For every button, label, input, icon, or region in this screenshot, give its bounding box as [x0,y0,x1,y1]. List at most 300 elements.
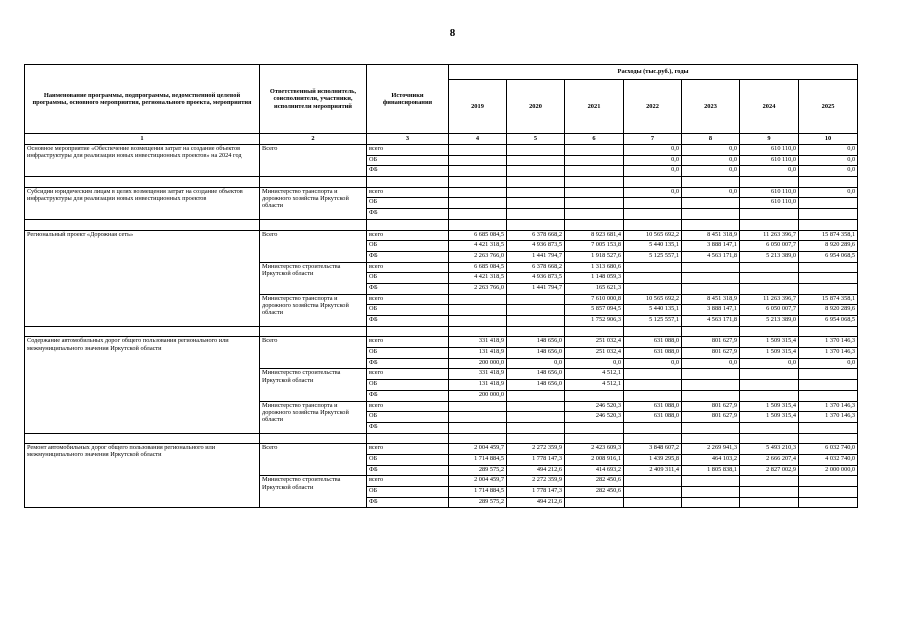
expense-value [507,401,565,412]
separator-cell [740,219,799,230]
separator-cell [799,326,858,337]
expense-value [682,487,740,498]
expense-value [799,497,858,508]
expense-value [682,262,740,273]
expense-value: 5 213 389,0 [740,251,799,262]
separator-cell [25,326,260,337]
expense-value: 4 512,1 [565,369,624,380]
expense-value: 200 000,0 [449,390,507,401]
expense-value: 1 370 146,3 [799,412,858,423]
expense-value: 6 050 007,7 [740,305,799,316]
expense-value [799,380,858,391]
expense-value: 4 936 873,5 [507,273,565,284]
header-year: 2022 [624,80,682,134]
expense-value: 3 888 147,1 [682,241,740,252]
responsible-executor: Всего [260,230,367,262]
expense-value: 1 509 315,4 [740,337,799,348]
expense-value [624,262,682,273]
expense-value [624,497,682,508]
expense-value [799,198,858,209]
funding-source: всего [367,262,449,273]
expense-value: 251 032,4 [565,337,624,348]
expense-value [799,283,858,294]
funding-source: ФБ [367,166,449,177]
header-col-number: 4 [449,134,507,145]
expense-value: 5 857 094,5 [565,305,624,316]
separator-cell [260,326,367,337]
expense-value: 131 418,9 [449,380,507,391]
expense-value: 7 610 000,8 [565,294,624,305]
header-col-number: 7 [624,134,682,145]
expense-value: 1 509 315,4 [740,348,799,359]
funding-source: всего [367,369,449,380]
expense-value: 0,0 [624,145,682,156]
expense-value: 4 563 171,8 [682,316,740,327]
expense-value [449,294,507,305]
expense-value: 4 421 318,5 [449,273,507,284]
expense-value: 1 441 794,7 [507,251,565,262]
table-row [25,187,858,198]
expense-value: 251 032,4 [565,348,624,359]
expense-value: 414 693,2 [565,465,624,476]
header-year: 2019 [449,80,507,134]
header-col-number: 9 [740,134,799,145]
measure-name: Основное мероприятие «Обеспечение возмещения затрат на создание объектов инфраструктуры для реализации новых инвестиционных проектов» на 2024 год [25,145,260,177]
funding-source: ФБ [367,283,449,294]
header-col-number: 1 [25,134,260,145]
responsible-executor: Министерство строительства Иркутской области [260,369,367,401]
expense-value: 0,0 [624,166,682,177]
expense-value [624,369,682,380]
expense-value: 148 656,0 [507,337,565,348]
expense-value: 2 263 766,0 [449,283,507,294]
expense-value: 0,0 [740,358,799,369]
expense-value: 2 409 311,4 [624,465,682,476]
expense-value: 2 423 609,3 [565,444,624,455]
expense-value [799,262,858,273]
expense-value: 2 000 000,0 [799,465,858,476]
separator-cell [624,326,682,337]
header-col-number: 8 [682,134,740,145]
expense-value: 4 563 171,8 [682,251,740,262]
funding-source: ОБ [367,198,449,209]
expense-value: 6 378 668,2 [507,230,565,241]
table-row [25,444,858,455]
expense-value [624,390,682,401]
header-col-number: 2 [260,134,367,145]
expense-value [507,422,565,433]
expense-value [565,497,624,508]
responsible-executor: Министерство строительства Иркутской области [260,476,367,508]
expense-value: 8 923 681,4 [565,230,624,241]
expense-value [507,305,565,316]
expense-value: 464 103,2 [682,454,740,465]
funding-source: ФБ [367,251,449,262]
header-year: 2025 [799,80,858,134]
expense-value [682,273,740,284]
expense-value [799,209,858,220]
expense-value: 2 272 359,9 [507,476,565,487]
expense-value: 2 004 459,7 [449,476,507,487]
funding-source: всего [367,294,449,305]
separator-cell [565,433,624,444]
funding-source: ОБ [367,412,449,423]
expense-value: 801 627,9 [682,337,740,348]
expense-value: 0,0 [799,358,858,369]
separator-cell [25,177,260,188]
responsible-executor: Министерство транспорта и дорожного хозяйства Иркутской области [260,294,367,326]
expense-value: 0,0 [799,155,858,166]
expense-value [624,198,682,209]
funding-source: всего [367,476,449,487]
separator-cell [367,177,449,188]
expense-value: 1 313 680,6 [565,262,624,273]
expense-value: 148 656,0 [507,348,565,359]
expense-value: 289 575,2 [449,465,507,476]
separator-cell [367,326,449,337]
separator-cell [624,219,682,230]
expense-value [740,380,799,391]
funding-source: всего [367,401,449,412]
expense-value [740,390,799,401]
separator-cell [624,433,682,444]
expense-value [507,316,565,327]
expense-value [565,209,624,220]
separator-cell [507,177,565,188]
expense-value [449,166,507,177]
expense-value: 4 032 740,0 [799,454,858,465]
expense-value: 0,0 [799,187,858,198]
expense-value: 610 110,0 [740,198,799,209]
separator-cell [507,433,565,444]
expense-value [624,209,682,220]
expense-value: 5 440 135,1 [624,241,682,252]
expense-value: 6 954 068,5 [799,251,858,262]
expense-value: 3 848 607,2 [624,444,682,455]
expense-value: 1 918 527,6 [565,251,624,262]
expense-value [682,390,740,401]
separator-cell [449,433,507,444]
expense-value: 610 110,0 [740,145,799,156]
expense-value: 0,0 [565,358,624,369]
expense-value: 1 805 838,1 [682,465,740,476]
expense-value [624,273,682,284]
expense-value [682,497,740,508]
expense-value: 6 050 007,7 [740,241,799,252]
expense-value: 1 752 906,3 [565,316,624,327]
separator-cell [367,433,449,444]
expense-value: 631 088,0 [624,412,682,423]
expense-value: 0,0 [682,155,740,166]
funding-source: ОБ [367,305,449,316]
expense-value [682,369,740,380]
expense-value [740,283,799,294]
expense-value [799,273,858,284]
expense-value: 0,0 [799,145,858,156]
expense-value [507,145,565,156]
table-row [25,230,858,241]
expense-value [507,294,565,305]
separator-cell [682,326,740,337]
separator-cell [624,177,682,188]
separator-cell [565,326,624,337]
expense-value: 8 451 318,9 [682,230,740,241]
expense-value [449,145,507,156]
separator-cell [507,326,565,337]
expense-value [507,166,565,177]
responsible-executor: Министерство строительства Иркутской области [260,262,367,294]
responsible-executor: Министерство транспорта и дорожного хозяйства Иркутской области [260,187,367,219]
expense-value: 5 125 557,1 [624,251,682,262]
table-row [25,337,858,348]
expense-value: 0,0 [740,166,799,177]
expense-value: 5 493 210,3 [740,444,799,455]
expense-value [449,316,507,327]
expense-value [624,283,682,294]
expense-value: 246 520,3 [565,401,624,412]
header-col-number: 3 [367,134,449,145]
expense-value: 165 621,3 [565,283,624,294]
funding-source: ФБ [367,497,449,508]
separator-cell [25,219,260,230]
expense-value [507,412,565,423]
expense-value [740,209,799,220]
expense-value: 331 418,9 [449,337,507,348]
table-row [25,145,858,156]
expense-value: 2 263 766,0 [449,251,507,262]
expense-value: 1 370 146,3 [799,337,858,348]
funding-source: ФБ [367,316,449,327]
separator-cell [367,219,449,230]
expense-value [565,145,624,156]
expense-value: 6 032 740,0 [799,444,858,455]
expense-value [449,187,507,198]
expense-value [449,155,507,166]
measure-name: Содержание автомобильных дорог общего пользования регионального или межмуниципального значения Иркутской области [25,337,260,433]
group-separator [25,433,858,444]
expense-value: 0,0 [682,187,740,198]
expense-value: 10 565 692,2 [624,294,682,305]
measure-name: Ремонт автомобильных дорог общего пользования регионального или межмуниципального значения Иркутской области [25,444,260,508]
expense-value [507,390,565,401]
expense-value: 5 125 557,1 [624,316,682,327]
expense-value: 2 004 459,7 [449,444,507,455]
expense-value [682,422,740,433]
separator-cell [260,219,367,230]
expense-value: 15 874 358,1 [799,294,858,305]
expense-value: 2 008 916,1 [565,454,624,465]
expense-value [682,476,740,487]
header-year: 2023 [682,80,740,134]
expense-value: 131 418,9 [449,348,507,359]
expense-value: 6 378 668,2 [507,262,565,273]
expense-value: 0,0 [682,166,740,177]
expense-value: 331 418,9 [449,369,507,380]
expense-value: 0,0 [624,155,682,166]
expense-value: 4 936 873,5 [507,241,565,252]
expense-value: 0,0 [682,145,740,156]
separator-cell [260,177,367,188]
expense-value: 610 110,0 [740,187,799,198]
funding-source: всего [367,444,449,455]
expense-value: 7 005 153,8 [565,241,624,252]
expense-value: 200 000,0 [449,358,507,369]
expense-value: 801 627,9 [682,412,740,423]
funding-source: всего [367,337,449,348]
funding-source: всего [367,230,449,241]
expense-value: 8 451 318,9 [682,294,740,305]
expense-value [449,305,507,316]
expense-value [799,487,858,498]
expense-value: 1 509 315,4 [740,412,799,423]
expense-value [449,412,507,423]
expense-value: 1 370 146,3 [799,348,858,359]
expense-value [799,390,858,401]
expense-value [740,497,799,508]
page-number: 8 [449,27,456,39]
expense-value: 4 512,1 [565,380,624,391]
header-col-number: 5 [507,134,565,145]
expense-value: 1 148 059,3 [565,273,624,284]
funding-source: ОБ [367,241,449,252]
expense-value: 289 575,2 [449,497,507,508]
expense-value [507,155,565,166]
expense-value: 2 827 002,9 [740,465,799,476]
expense-value [449,209,507,220]
expense-value: 8 920 289,6 [799,305,858,316]
separator-cell [565,219,624,230]
expense-value: 1 509 315,4 [740,401,799,412]
expense-value [682,380,740,391]
expense-table [24,64,858,508]
expense-value: 6 685 084,5 [449,230,507,241]
expense-value: 8 920 289,6 [799,241,858,252]
separator-cell [25,433,260,444]
expense-value: 1 714 884,5 [449,487,507,498]
expense-value [624,476,682,487]
expense-value: 1 714 884,5 [449,454,507,465]
funding-source: ФБ [367,209,449,220]
separator-cell [740,177,799,188]
header-expenses: Расходы (тыс.руб.), годы [449,65,858,80]
expense-value: 1 370 146,3 [799,401,858,412]
expense-value: 282 450,6 [565,487,624,498]
expense-value [507,187,565,198]
expense-value: 11 263 396,7 [740,294,799,305]
expense-value: 10 565 692,2 [624,230,682,241]
measure-name: Региональный проект «Дорожная сеть» [25,230,260,326]
expense-value: 610 110,0 [740,155,799,166]
expense-value [449,422,507,433]
expense-value [740,487,799,498]
funding-source: ОБ [367,348,449,359]
expense-value [740,476,799,487]
expense-value: 631 088,0 [624,337,682,348]
funding-source: ФБ [367,390,449,401]
funding-source: ОБ [367,454,449,465]
expense-value [624,380,682,391]
header-year: 2021 [565,80,624,134]
expense-value [682,209,740,220]
funding-source: ОБ [367,273,449,284]
expense-value: 5 213 389,0 [740,316,799,327]
header-col-number: 10 [799,134,858,145]
expense-value: 282 450,6 [565,476,624,487]
expense-value: 801 627,9 [682,348,740,359]
expense-value: 2 269 941,3 [682,444,740,455]
expense-value [740,262,799,273]
expense-value [449,198,507,209]
expense-value: 801 627,9 [682,401,740,412]
expense-value: 6 954 068,5 [799,316,858,327]
expense-value: 0,0 [682,358,740,369]
funding-source: ОБ [367,487,449,498]
separator-cell [507,219,565,230]
expense-value [799,422,858,433]
expense-value: 631 088,0 [624,401,682,412]
expense-value: 494 212,6 [507,497,565,508]
separator-cell [740,326,799,337]
expense-value [740,273,799,284]
funding-source: всего [367,187,449,198]
separator-cell [799,433,858,444]
expense-value: 1 441 794,7 [507,283,565,294]
expense-value: 1 778 147,3 [507,487,565,498]
expense-value: 3 888 147,1 [682,305,740,316]
expense-value: 11 263 396,7 [740,230,799,241]
funding-source: ОБ [367,155,449,166]
header-responsible: Ответственный исполнитель, соисполнители, участники, исполнители мероприятий [260,65,367,134]
expense-value [682,283,740,294]
expense-value [565,155,624,166]
header-name: Наименование программы, подпрограммы, ведомственной целевой программы, основного мероприятия, регионального проекта, мероприятия [25,65,260,134]
separator-cell [565,177,624,188]
responsible-executor: Всего [260,337,367,369]
expense-value: 631 088,0 [624,348,682,359]
funding-source: ФБ [367,422,449,433]
separator-cell [799,219,858,230]
header-col-number: 6 [565,134,624,145]
expense-value: 148 656,0 [507,380,565,391]
expense-value [740,422,799,433]
expense-value [565,198,624,209]
expense-value: 0,0 [624,187,682,198]
funding-source: ФБ [367,465,449,476]
expense-value [565,422,624,433]
header-source: Источники финансирования [367,65,449,134]
expense-value: 4 421 318,5 [449,241,507,252]
header-year: 2020 [507,80,565,134]
expense-value: 1 778 147,3 [507,454,565,465]
separator-cell [682,433,740,444]
expense-value [507,209,565,220]
measure-name: Субсидии юридическим лицам в целях возмещения затрат на создание объектов инфраструктуры для реализации новых инвестиционных проектов [25,187,260,219]
expense-value: 2 272 359,9 [507,444,565,455]
separator-cell [740,433,799,444]
responsible-executor: Всего [260,444,367,476]
expense-value [565,390,624,401]
expense-value: 5 440 135,1 [624,305,682,316]
expense-value: 246 520,3 [565,412,624,423]
expense-value: 6 685 084,5 [449,262,507,273]
expense-value [740,369,799,380]
responsible-executor: Министерство транспорта и дорожного хозяйства Иркутской области [260,401,367,433]
header-year: 2024 [740,80,799,134]
expense-value [565,166,624,177]
separator-cell [260,433,367,444]
expense-value [624,487,682,498]
expense-value: 0,0 [799,166,858,177]
